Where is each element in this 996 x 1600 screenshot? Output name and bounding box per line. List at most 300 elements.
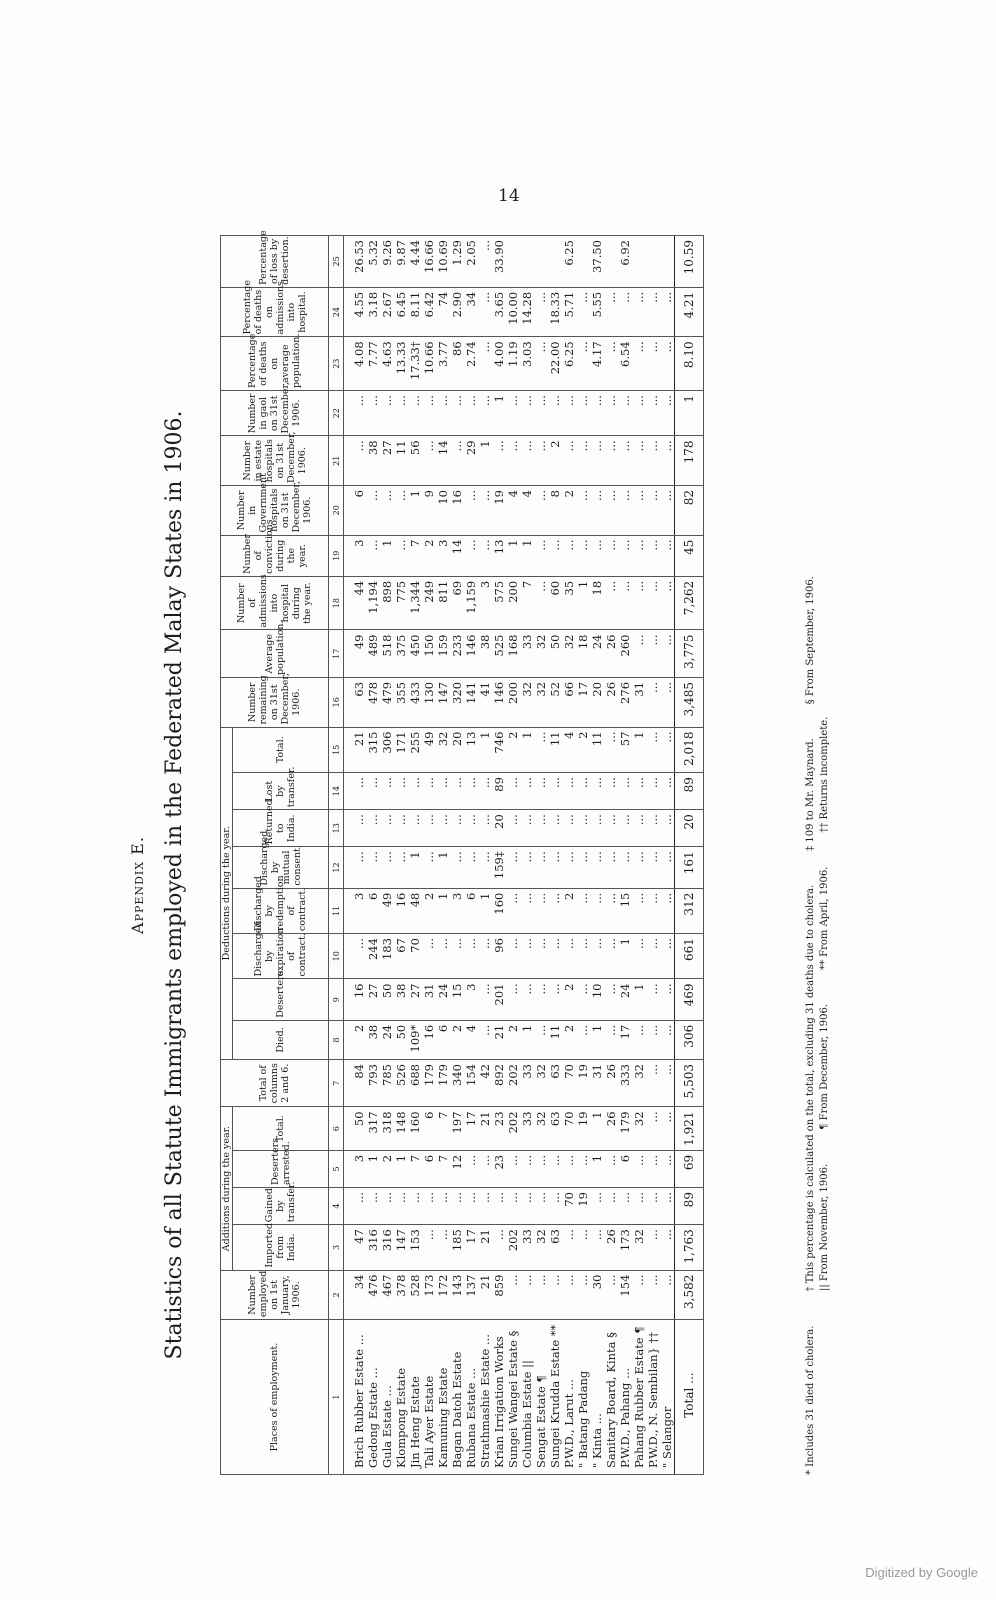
- page-number: 14: [498, 186, 520, 206]
- table-cell: 10.69: [436, 236, 450, 288]
- column-number: 16: [329, 677, 344, 727]
- table-cell: 793: [366, 1060, 380, 1107]
- table-cell: 3: [344, 888, 367, 933]
- column-number: 10: [329, 934, 344, 979]
- footnote: || From November, 1906.: [819, 1163, 830, 1291]
- table-cell: 6: [464, 888, 478, 933]
- table-cell: 11: [548, 727, 562, 773]
- table-cell: 18.33: [548, 287, 562, 337]
- table-cell: ...: [590, 934, 604, 979]
- table-cell: ...: [478, 773, 492, 810]
- table-cell: 30: [590, 1270, 604, 1320]
- footnote: ‡ 109 to Mr. Maynard.: [805, 738, 816, 851]
- table-cell: ...: [604, 810, 618, 847]
- table-cell: 47: [344, 1225, 367, 1270]
- table-cell: ...: [534, 486, 548, 536]
- table-cell: 3: [464, 979, 478, 1020]
- table-cell: ...: [646, 1225, 660, 1270]
- table-header: [221, 230, 344, 1475]
- header-cell: Places of employment.: [221, 1320, 329, 1475]
- table-cell: 16.66: [422, 236, 436, 288]
- header-cell: Gained by transfer.: [233, 1188, 329, 1225]
- table-cell: ...: [590, 436, 604, 486]
- table-cell: 525: [492, 630, 506, 677]
- table-cell: 201: [492, 979, 506, 1020]
- table-cell: ...: [506, 810, 520, 847]
- table-cell: 38: [366, 436, 380, 486]
- table-cell: 160: [408, 1107, 422, 1150]
- table-cell: 23: [492, 1107, 506, 1150]
- table-cell: ...: [660, 888, 675, 933]
- table-cell: ...: [534, 888, 548, 933]
- column-number: 2: [329, 1270, 344, 1320]
- table-cell: ...: [534, 934, 548, 979]
- place-of-employment: Bagan Datoh Estate: [450, 1320, 464, 1475]
- table-cell: 13: [492, 535, 506, 576]
- table-cell: 33: [520, 1060, 534, 1107]
- table-cell: 6.54: [618, 337, 632, 391]
- table-cell: ...: [464, 1150, 478, 1187]
- table-cell: 15: [450, 979, 464, 1020]
- column-number: 9: [329, 979, 344, 1020]
- table-cell: ...: [492, 1188, 506, 1225]
- table-cell: ...: [492, 1225, 506, 1270]
- table-cell: 67: [394, 934, 408, 979]
- table-cell: ...: [534, 727, 548, 773]
- table-cell: 2.74: [464, 337, 478, 391]
- table-cell: 4.08: [344, 337, 367, 391]
- table-cell: 478: [366, 677, 380, 727]
- rotated-appendix-table: [128, 45, 928, 1475]
- table-cell: ...: [422, 1225, 436, 1270]
- header-cell: Died.: [233, 1020, 329, 1059]
- table-cell: 19: [492, 486, 506, 536]
- table-cell: 17: [464, 1225, 478, 1270]
- table-cell: 38: [366, 1020, 380, 1059]
- table-cell: ...: [562, 535, 576, 576]
- table-cell: 4: [506, 486, 520, 536]
- table-cell: 26: [604, 1225, 618, 1270]
- table-cell: ...: [506, 979, 520, 1020]
- table-cell: 18: [590, 576, 604, 630]
- table-cell: 21: [492, 1020, 506, 1059]
- total-cell: 312: [675, 888, 704, 933]
- table-cell: 518: [380, 630, 394, 677]
- table-cell: 137: [464, 1270, 478, 1320]
- table-cell: 233: [450, 630, 464, 677]
- table-cell: 10.66: [422, 337, 436, 391]
- table-cell: ...: [646, 810, 660, 847]
- table-cell: ...: [478, 934, 492, 979]
- table-cell: 29: [464, 436, 478, 486]
- table-cell: ...: [632, 391, 646, 436]
- table-cell: 202: [506, 1060, 520, 1107]
- table-cell: ...: [520, 1270, 534, 1320]
- table-cell: ...: [562, 391, 576, 436]
- place-of-employment: Krian Irrigation Works: [492, 1320, 506, 1475]
- table-cell: ...: [562, 773, 576, 810]
- table-cell: 66: [562, 677, 576, 727]
- table-cell: 476: [366, 1270, 380, 1320]
- table-cell: 2: [450, 1020, 464, 1059]
- table-cell: ...: [450, 934, 464, 979]
- table-cell: 69: [450, 576, 464, 630]
- table-cell: ...: [464, 847, 478, 888]
- table-cell: ...: [506, 888, 520, 933]
- footnote: * Includes 31 died of cholera.: [805, 1325, 816, 1475]
- table-cell: ...: [646, 888, 660, 933]
- total-cell: 1: [675, 391, 704, 436]
- table-cell: 27: [408, 979, 422, 1020]
- table-cell: 4.63: [380, 337, 394, 391]
- table-cell: ...: [506, 847, 520, 888]
- table-cell: 44: [344, 576, 367, 630]
- table-cell: 1: [506, 535, 520, 576]
- table-cell: 14: [436, 436, 450, 486]
- table-cell: ...: [548, 1188, 562, 1225]
- table-cell: 8.11: [408, 287, 422, 337]
- table-cell: 255: [408, 727, 422, 773]
- table-cell: ...: [366, 535, 380, 576]
- table-cell: 33: [520, 1107, 534, 1150]
- table-cell: ...: [576, 810, 590, 847]
- table-cell: ...: [478, 1150, 492, 1187]
- table-cell: ...: [604, 888, 618, 933]
- total-cell: 661: [675, 934, 704, 979]
- table-cell: ...: [506, 1270, 520, 1320]
- total-cell: 89: [675, 773, 704, 810]
- table-cell: 1: [590, 1107, 604, 1150]
- table-cell: 2: [562, 888, 576, 933]
- table-cell: [576, 236, 590, 288]
- header-cell: Total.: [233, 727, 329, 773]
- table-cell: ...: [604, 1020, 618, 1059]
- column-number: 5: [329, 1150, 344, 1187]
- table-row: [562, 236, 576, 1475]
- table-cell: ...: [632, 847, 646, 888]
- table-cell: ...: [632, 934, 646, 979]
- table-cell: ...: [478, 1188, 492, 1225]
- table-cell: 37.50: [590, 236, 604, 288]
- table-cell: ...: [478, 1020, 492, 1059]
- table-cell: ...: [394, 1188, 408, 1225]
- table-cell: [604, 236, 618, 288]
- table-cell: ...: [660, 810, 675, 847]
- table-cell: [548, 236, 562, 288]
- total-cell: 3,582: [675, 1270, 704, 1320]
- table-cell: ...: [590, 810, 604, 847]
- table-cell: ...: [380, 810, 394, 847]
- table-cell: ...: [562, 1225, 576, 1270]
- table-cell: 526: [394, 1060, 408, 1107]
- table-cell: ...: [520, 1188, 534, 1225]
- header-cell: Number in estate hospitals on 31st December, 1906.: [221, 436, 329, 486]
- table-cell: 7.77: [366, 337, 380, 391]
- table-cell: ...: [660, 1188, 675, 1225]
- table-cell: ...: [520, 934, 534, 979]
- table-cell: ...: [520, 810, 534, 847]
- column-number: 20: [329, 486, 344, 536]
- table-cell: ...: [618, 391, 632, 436]
- table-cell: 316: [380, 1225, 394, 1270]
- table-cell: ...: [366, 810, 380, 847]
- table-cell: 179: [618, 1107, 632, 1150]
- table-cell: 202: [506, 1107, 520, 1150]
- table-cell: 9: [422, 486, 436, 536]
- table-cell: ...: [450, 773, 464, 810]
- table-cell: 33: [520, 630, 534, 677]
- table-cell: ...: [660, 1225, 675, 1270]
- header-cell: Percentage of deaths on admissions into hospital.: [221, 287, 329, 337]
- footnotes: [804, 235, 832, 1475]
- place-of-employment: Sengat Estate ¶: [534, 1320, 548, 1475]
- table-cell: ...: [646, 337, 660, 391]
- table-cell: ...: [604, 576, 618, 630]
- place-of-employment: " Selangor: [660, 1320, 675, 1475]
- table-cell: ...: [590, 391, 604, 436]
- total-cell: 69: [675, 1150, 704, 1187]
- table-cell: ...: [520, 979, 534, 1020]
- table-cell: 3: [450, 888, 464, 933]
- table-cell: ...: [604, 1188, 618, 1225]
- table-cell: 197: [450, 1107, 464, 1150]
- table-cell: ...: [478, 535, 492, 576]
- table-cell: 1: [632, 727, 646, 773]
- column-number: 3: [329, 1225, 344, 1270]
- table-cell: ...: [632, 1270, 646, 1320]
- table-cell: 26: [604, 1107, 618, 1150]
- table-cell: 31: [590, 1060, 604, 1107]
- table-cell: 49: [344, 630, 367, 677]
- table-cell: 785: [380, 1060, 394, 1107]
- footnote: § From September, 1906.: [805, 576, 816, 705]
- table-cell: ...: [576, 934, 590, 979]
- total-cell: 469: [675, 979, 704, 1020]
- table-cell: [632, 236, 646, 288]
- table-cell: 147: [436, 677, 450, 727]
- table-cell: 4.44: [408, 236, 422, 288]
- table-cell: ...: [660, 1060, 675, 1107]
- table-cell: ...: [604, 287, 618, 337]
- table-cell: 160: [492, 888, 506, 933]
- table-cell: ...: [394, 847, 408, 888]
- table-cell: 63: [548, 1107, 562, 1150]
- table-cell: ...: [548, 773, 562, 810]
- table-cell: 173: [618, 1225, 632, 1270]
- table-cell: ...: [632, 486, 646, 536]
- table-cell: ...: [436, 934, 450, 979]
- place-of-employment: " Batang Padang: [576, 1320, 590, 1475]
- table-cell: 96: [492, 934, 506, 979]
- table-cell: ...: [408, 810, 422, 847]
- table-cell: ...: [660, 576, 675, 630]
- table-cell: 153: [408, 1225, 422, 1270]
- table-cell: 316: [366, 1225, 380, 1270]
- table-cell: 63: [548, 1060, 562, 1107]
- table-cell: ...: [618, 436, 632, 486]
- table-cell: 688: [408, 1060, 422, 1107]
- table-cell: ...: [646, 1060, 660, 1107]
- table-cell: ...: [380, 391, 394, 436]
- table-cell: 1: [590, 1020, 604, 1059]
- table-cell: 70: [562, 1060, 576, 1107]
- table-cell: ...: [534, 391, 548, 436]
- table-cell: 32: [632, 1225, 646, 1270]
- footnote: ** From April, 1906.: [819, 866, 830, 970]
- table-cell: 32: [632, 1060, 646, 1107]
- table-cell: 6.45: [394, 287, 408, 337]
- table-cell: 1: [366, 1150, 380, 1187]
- table-cell: 320: [450, 677, 464, 727]
- table-cell: 2: [380, 1150, 394, 1187]
- place-of-employment: Gula Estate ...: [380, 1320, 394, 1475]
- table-cell: ...: [506, 436, 520, 486]
- header-cell: Percentage of deaths on average population.: [221, 337, 329, 391]
- header-cell: Lost by transfer.: [233, 773, 329, 810]
- table-cell: 2: [562, 486, 576, 536]
- table-cell: ...: [604, 391, 618, 436]
- table-cell: 18: [576, 630, 590, 677]
- table-cell: ...: [422, 773, 436, 810]
- table-cell: ...: [450, 391, 464, 436]
- table-cell: ...: [366, 773, 380, 810]
- table-cell: 775: [394, 576, 408, 630]
- total-cell: 45: [675, 535, 704, 576]
- table-cell: 528: [408, 1270, 422, 1320]
- table-cell: 2: [422, 535, 436, 576]
- table-cell: ...: [366, 391, 380, 436]
- table-cell: [646, 236, 660, 288]
- table-cell: 2: [422, 888, 436, 933]
- table-cell: ...: [632, 630, 646, 677]
- table-cell: 57: [618, 727, 632, 773]
- table-cell: 15: [618, 888, 632, 933]
- table-cell: ...: [464, 391, 478, 436]
- total-row: [675, 236, 704, 1475]
- table-cell: ...: [464, 535, 478, 576]
- table-cell: 32: [436, 727, 450, 773]
- total-cell: 10.59: [675, 236, 704, 288]
- table-cell: ...: [534, 287, 548, 337]
- table-cell: 49: [422, 727, 436, 773]
- table-cell: [520, 236, 534, 288]
- table-cell: ...: [562, 810, 576, 847]
- table-cell: ...: [534, 979, 548, 1020]
- table-cell: 6.25: [562, 236, 576, 288]
- table-cell: ...: [548, 810, 562, 847]
- table-cell: ...: [576, 486, 590, 536]
- table-cell: ...: [590, 1188, 604, 1225]
- table-cell: 21: [344, 727, 367, 773]
- column-number: 24: [329, 287, 344, 337]
- table-cell: 20: [590, 677, 604, 727]
- table-cell: 1: [492, 391, 506, 436]
- table-cell: ...: [660, 677, 675, 727]
- table-cell: ...: [576, 1270, 590, 1320]
- table-cell: ...: [646, 979, 660, 1020]
- header-cell: Imported from India.: [233, 1225, 329, 1270]
- table-row: [478, 236, 492, 1475]
- table-cell: 467: [380, 1270, 394, 1320]
- table-cell: 1,344: [408, 576, 422, 630]
- table-cell: [660, 236, 675, 288]
- table-row: [436, 236, 450, 1475]
- table-cell: ...: [506, 773, 520, 810]
- table-cell: ...: [464, 486, 478, 536]
- table-row: [520, 236, 534, 1475]
- table-cell: 5.55: [590, 287, 604, 337]
- table-cell: ...: [646, 847, 660, 888]
- table-cell: 183: [380, 934, 394, 979]
- table-cell: ...: [394, 535, 408, 576]
- table-cell: 3: [478, 576, 492, 630]
- table-cell: 143: [450, 1270, 464, 1320]
- table-cell: 2: [562, 1020, 576, 1059]
- table-cell: 433: [408, 677, 422, 727]
- table-cell: 159: [436, 630, 450, 677]
- table-cell: ...: [366, 847, 380, 888]
- table-cell: [506, 236, 520, 288]
- table-cell: 31: [422, 979, 436, 1020]
- footnote: †† Returns incomplete.: [819, 716, 830, 833]
- place-of-employment: Pahang Rubber Estate ¶: [632, 1320, 646, 1475]
- header-cell: Total.: [233, 1107, 329, 1150]
- table-cell: ...: [366, 486, 380, 536]
- table-cell: ...: [478, 486, 492, 536]
- table-cell: 32: [520, 677, 534, 727]
- table-cell: 16: [450, 486, 464, 536]
- table-cell: 154: [618, 1270, 632, 1320]
- table-cell: ...: [422, 391, 436, 436]
- table-cell: ...: [478, 810, 492, 847]
- table-cell: ...: [646, 576, 660, 630]
- table-row: [660, 236, 675, 1475]
- table-cell: ...: [590, 535, 604, 576]
- table-cell: ...: [618, 535, 632, 576]
- table-cell: ...: [604, 847, 618, 888]
- table-cell: ...: [660, 979, 675, 1020]
- table-cell: 179: [422, 1060, 436, 1107]
- table-cell: 6: [618, 1150, 632, 1187]
- table-cell: 315: [366, 727, 380, 773]
- table-cell: ...: [422, 810, 436, 847]
- table-cell: ...: [646, 1020, 660, 1059]
- table-cell: ...: [604, 486, 618, 536]
- table-cell: 2.90: [450, 287, 464, 337]
- table-body: [344, 236, 704, 1475]
- table-cell: 1: [576, 576, 590, 630]
- table-cell: ...: [408, 773, 422, 810]
- table-cell: ...: [436, 810, 450, 847]
- table-cell: 89: [492, 773, 506, 810]
- footnote: ¶ From December, 1906.: [819, 1004, 830, 1130]
- table-cell: ...: [618, 287, 632, 337]
- table-cell: ...: [590, 773, 604, 810]
- table-cell: 317: [366, 1107, 380, 1150]
- header-cell: Number of convictions during the year.: [221, 535, 329, 576]
- table-cell: 7: [520, 576, 534, 630]
- table-cell: 20: [492, 810, 506, 847]
- table-cell: 333: [618, 1060, 632, 1107]
- place-of-employment: Gedong Estate ...: [366, 1320, 380, 1475]
- table-cell: 27: [366, 979, 380, 1020]
- table-cell: ...: [660, 1107, 675, 1150]
- table-cell: ...: [576, 888, 590, 933]
- header-cell: Number in Government hospitals on 31st December, 1906.: [221, 486, 329, 536]
- table-cell: 202: [506, 1225, 520, 1270]
- table-cell: 811: [436, 576, 450, 630]
- table-cell: 32: [562, 630, 576, 677]
